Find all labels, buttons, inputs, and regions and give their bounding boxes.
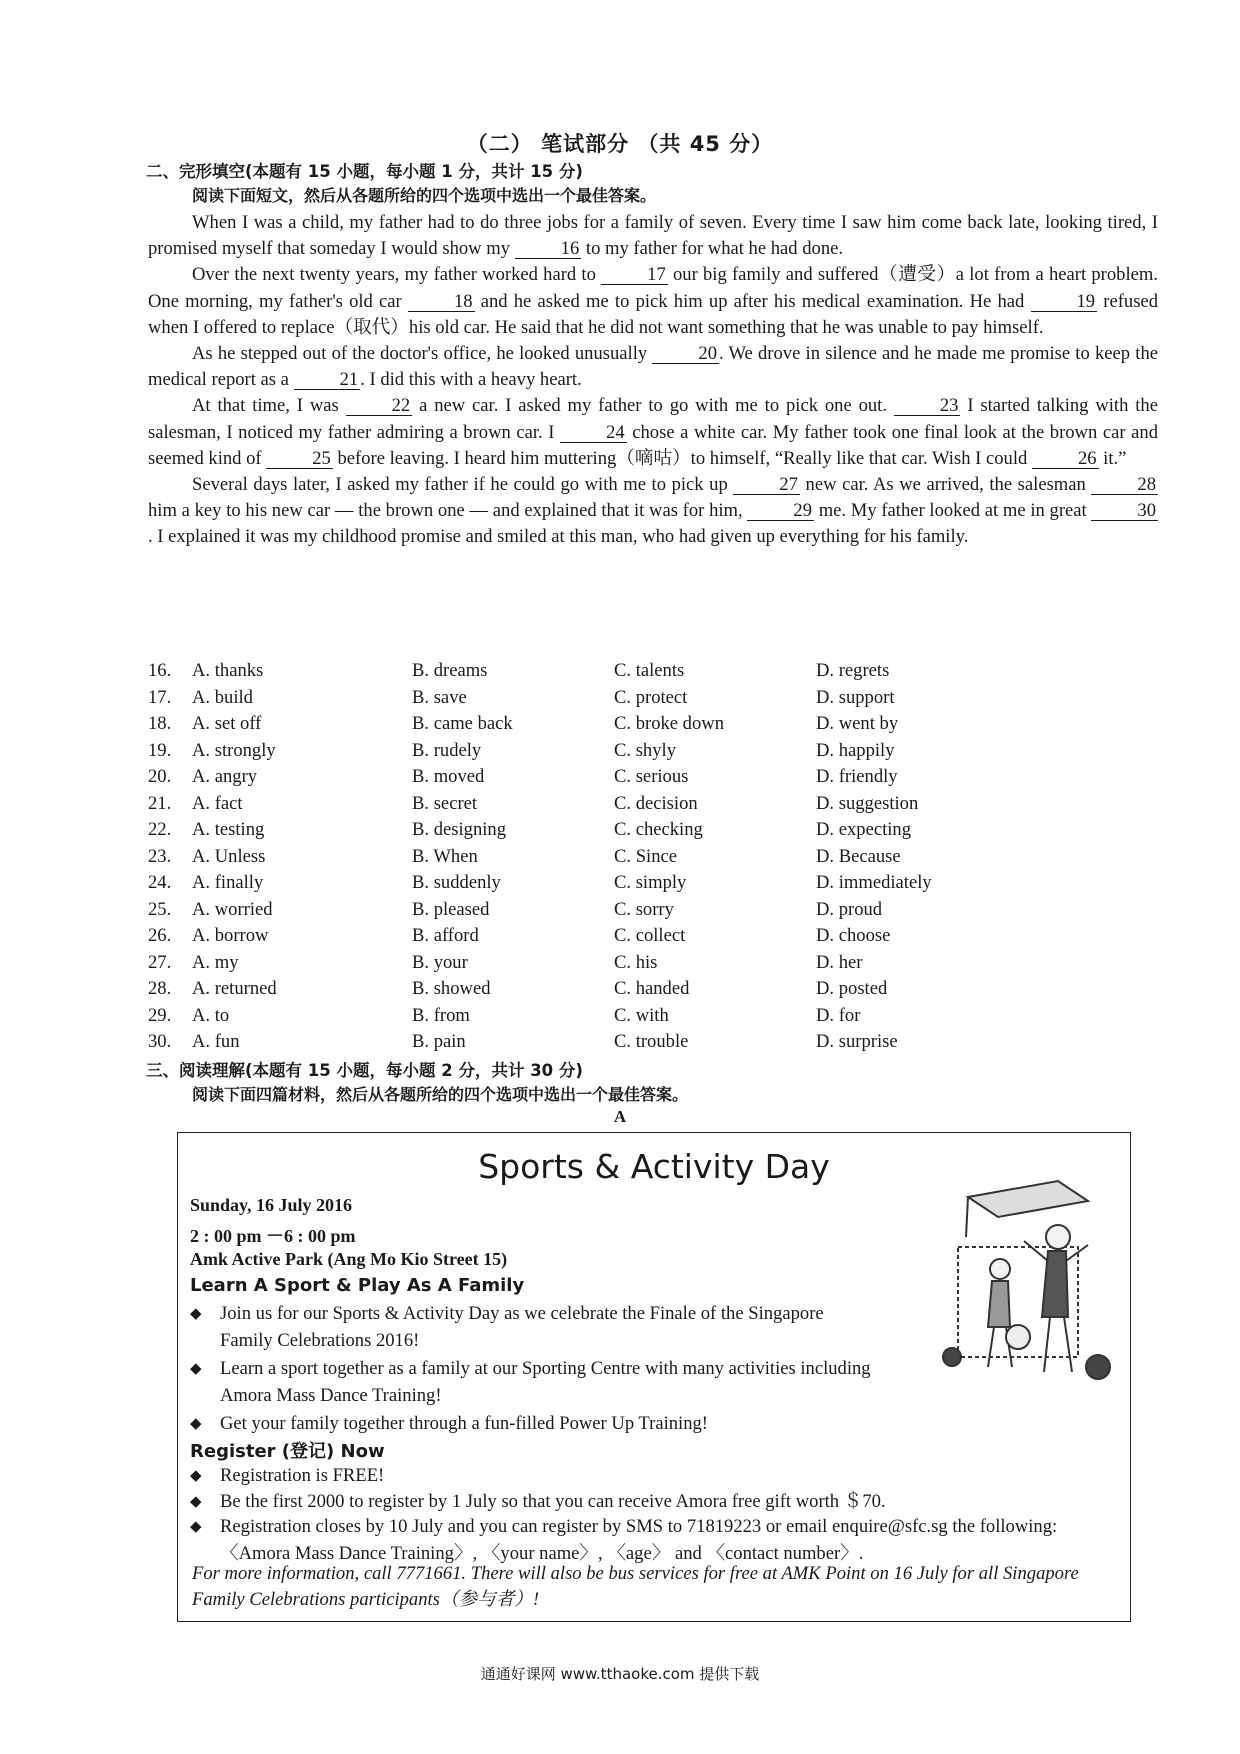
text: Over the next twenty years, my father worked hard to [192, 264, 602, 286]
option-b[interactable]: B. save [412, 686, 467, 708]
question-number: 27. [148, 951, 172, 973]
text: a new car. I asked my father to go with me to pick one out. [412, 395, 894, 417]
event-date: Sunday, 16 July 2016 [190, 1195, 353, 1215]
option-d[interactable]: D. happily [816, 739, 895, 761]
blank-26[interactable]: 26 [1032, 449, 1099, 469]
option-c[interactable]: C. decision [614, 792, 698, 814]
option-a[interactable]: A. Unless [192, 845, 266, 867]
blank-28[interactable]: 28 [1091, 475, 1158, 495]
option-a[interactable]: A. fun [192, 1031, 240, 1052]
option-c[interactable]: C. his [614, 951, 658, 973]
question-number: 29. [148, 1004, 172, 1026]
option-b[interactable]: B. rudely [412, 739, 482, 761]
option-c[interactable]: C. handed [614, 978, 690, 999]
blank-23[interactable]: 23 [894, 396, 961, 416]
option-c[interactable]: C. protect [614, 686, 688, 708]
paragraph-1 [148, 210, 1158, 262]
option-c[interactable]: C. serious [614, 766, 689, 787]
option-c[interactable]: C. broke down [614, 713, 725, 734]
option-a[interactable]: A. build [192, 686, 253, 708]
option-b[interactable]: B. your [412, 951, 468, 973]
section-letter: A [613, 1107, 627, 1126]
bullet-text: Learn a sport together as a family at our Sporting Centre with many activities including Amora Mass Dance Training! [220, 1358, 871, 1406]
option-a[interactable]: A. set off [192, 713, 262, 734]
option-b[interactable]: B. secret [412, 792, 478, 814]
blank-21[interactable]: 21 [294, 370, 361, 390]
ad-title: Sports & Activity Day [478, 1147, 830, 1186]
option-d[interactable]: D. support [816, 686, 895, 708]
question-number: 17. [148, 686, 172, 708]
diamond-bullet-icon: ◆ [190, 1416, 202, 1432]
option-d[interactable]: D. immediately [816, 872, 932, 893]
question-number: 23. [148, 845, 172, 867]
bullet-item [190, 1301, 880, 1354]
text: before leaving. I heard him muttering（嘀咕）to himself, “Really like that car. Wish I could [332, 447, 1032, 469]
option-d[interactable]: D. suggestion [816, 792, 919, 814]
option-row [148, 819, 1158, 846]
blank-25[interactable]: 25 [266, 449, 333, 469]
blank-19[interactable]: 19 [1031, 292, 1098, 312]
question-number: 21. [148, 792, 172, 814]
option-d[interactable]: D. regrets [816, 660, 890, 681]
option-row [148, 978, 1158, 1005]
cloze-heading: 二、完形填空(本题有 15 小题，每小题 1 分，共计 15 分) [146, 162, 583, 181]
option-c[interactable]: C. talents [614, 660, 685, 681]
question-number: 26. [148, 925, 172, 946]
question-number: 24. [148, 872, 172, 893]
blank-17[interactable]: 17 [601, 265, 668, 285]
blank-30[interactable]: 30 [1091, 501, 1158, 521]
text: refused when I offered to replace（取代）his old car. He said that he did not want something that he was unable to pay himself. [148, 290, 1159, 338]
answer-options [148, 660, 1158, 1058]
option-c[interactable]: C. Since [614, 845, 678, 867]
page-footer: 通通好课网 www.tthaoke.com 提供下载 [480, 1665, 760, 1683]
text: new car. As we arrived, the salesman [799, 474, 1092, 496]
option-b[interactable]: B. afford [412, 925, 479, 946]
option-c[interactable]: C. simply [614, 872, 687, 893]
option-row [148, 1031, 1158, 1058]
text: . We drove in silence and he made me promise to keep the medical report as a [148, 343, 1158, 391]
option-b[interactable]: B. dreams [412, 660, 488, 681]
option-a[interactable]: A. finally [192, 872, 264, 893]
bullet-item [190, 1411, 1090, 1438]
bullet-text: Registration is FREE! [220, 1465, 385, 1486]
option-a[interactable]: A. worried [192, 898, 273, 920]
bullet-item [190, 1489, 1090, 1516]
blank-16[interactable]: 16 [515, 239, 582, 259]
option-d[interactable]: D. surprise [816, 1031, 898, 1052]
option-c[interactable]: C. collect [614, 925, 686, 946]
blank-20[interactable]: 20 [652, 344, 719, 364]
option-row [148, 925, 1158, 952]
family-sports-illustration [938, 1177, 1118, 1387]
question-number: 22. [148, 819, 172, 840]
bullet-text: Join us for our Sports & Activity Day as we celebrate the Finale of the Singapore Family Celebrations 2016! [220, 1303, 824, 1351]
option-a[interactable]: A. testing [192, 819, 265, 840]
text: chose a white car. My father took one final look at the brown car and seemed kind of [148, 421, 1158, 469]
part-title: （二） 笔试部分 （共 45 分） [466, 132, 774, 156]
option-row [148, 687, 1158, 714]
diamond-bullet-icon: ◆ [190, 1468, 202, 1484]
text: As he stepped out of the doctor's office, he looked unusually [192, 343, 653, 365]
bullet-item [190, 1514, 1105, 1567]
option-row [148, 899, 1158, 926]
text: our big family and suffered（遭受）a lot from a heart problem. One morning, my father's old car [148, 264, 1158, 312]
option-d[interactable]: D. expecting [816, 819, 912, 840]
option-b[interactable]: B. showed [412, 978, 491, 999]
option-a[interactable]: A. fact [192, 792, 243, 814]
text: When I was a child, my father had to do three jobs for a family of seven. Every time I saw him come back late, looking tired, I promised myself that someday I would show my [148, 212, 1158, 260]
question-number: 16. [148, 660, 172, 681]
option-c[interactable]: C. sorry [614, 898, 674, 920]
diamond-bullet-icon: ◆ [190, 1306, 202, 1322]
event-time: 2 : 00 pm －6 : 00 pm [190, 1226, 356, 1246]
paragraph-5 [148, 472, 1158, 551]
option-b[interactable]: B. designing [412, 819, 507, 840]
paragraph-4 [148, 393, 1158, 472]
paragraph-2 [148, 262, 1158, 341]
text: me. My father looked at me in great [813, 500, 1092, 522]
option-d[interactable]: D. went by [816, 713, 899, 734]
option-b[interactable]: B. suddenly [412, 872, 501, 893]
question-number: 18. [148, 713, 172, 734]
text: I started talking with the salesman, I noticed my father admiring a brown car. I [148, 395, 1158, 443]
option-a[interactable]: A. to [192, 1004, 230, 1026]
option-row [148, 952, 1158, 979]
option-row [148, 846, 1158, 873]
option-a[interactable]: A. strongly [192, 739, 276, 761]
option-row [148, 740, 1158, 767]
blank-18[interactable]: 18 [408, 292, 475, 312]
option-a[interactable]: A. my [192, 951, 239, 973]
cloze-instruction: 阅读下面短文，然后从各题所给的四个选项中选出一个最佳答案。 [192, 186, 657, 205]
option-d[interactable]: D. for [816, 1004, 861, 1026]
text: At that time, I was [192, 395, 346, 417]
question-number: 19. [148, 739, 172, 761]
text: . I did this with a heavy heart. [360, 369, 582, 391]
text: . I explained it was my childhood promise and smiled at this man, who had given up everything for his family. [148, 526, 969, 548]
sports-day-ad [177, 1132, 1131, 1622]
reading-instruction: 阅读下面四篇材料，然后从各题所给的四个选项中选出一个最佳答案。 [192, 1085, 689, 1104]
option-d[interactable]: D. proud [816, 898, 883, 920]
option-d[interactable]: D. posted [816, 978, 888, 999]
diamond-bullet-icon: ◆ [190, 1494, 202, 1510]
ad-subheading-register: Register (登记) Now [190, 1441, 385, 1462]
option-row [148, 766, 1158, 793]
option-row [148, 1005, 1158, 1032]
option-b[interactable]: B. pleased [412, 898, 490, 920]
question-number: 20. [148, 766, 172, 787]
text: him a key to his new car — the brown one — and explained that it was for him, [148, 500, 748, 522]
diamond-bullet-icon: ◆ [190, 1519, 202, 1535]
option-d[interactable]: D. choose [816, 925, 891, 946]
reading-heading: 三、阅读理解(本题有 15 小题，每小题 2 分，共计 30 分) [146, 1061, 583, 1080]
option-c[interactable]: C. trouble [614, 1031, 689, 1052]
blank-24[interactable]: 24 [560, 423, 627, 443]
option-row [148, 713, 1158, 740]
text: it.” [1098, 447, 1127, 469]
option-d[interactable]: D. her [816, 951, 863, 973]
option-b[interactable]: B. When [412, 845, 478, 867]
option-row [148, 793, 1158, 820]
bullet-text: Registration closes by 10 July and you can register by SMS to 71819223 or email enquire@sfc.sg the following: 〈Amora Mass Dance Training〉, 〈your name〉, 〈age〉 and 〈contact number〉. [220, 1516, 1058, 1564]
ad-subheading-learn: Learn A Sport & Play As A Family [190, 1275, 525, 1296]
option-row [148, 872, 1158, 899]
option-c[interactable]: C. shyly [614, 739, 676, 761]
ad-footnote: For more information, call 7771661. There will also be bus services for free at AMK Point on 16 July for all Singapore Family Celebrations participants（参与者）! [192, 1563, 1079, 1610]
text: to my father for what he had done. [581, 238, 844, 260]
option-d[interactable]: D. Because [816, 845, 901, 867]
option-a[interactable]: A. returned [192, 978, 277, 999]
option-b[interactable]: B. from [412, 1004, 470, 1026]
bullet-text: Be the first 2000 to register by 1 July so that you can receive Amora free gift worth ＄70. [220, 1491, 886, 1512]
option-d[interactable]: D. friendly [816, 766, 898, 787]
question-number: 28. [148, 978, 172, 999]
question-number: 30. [148, 1031, 172, 1052]
blank-27[interactable]: 27 [733, 475, 800, 495]
diamond-bullet-icon: ◆ [190, 1361, 202, 1377]
event-venue: Amk Active Park (Ang Mo Kio Street 15) [190, 1249, 508, 1269]
bullet-item [190, 1463, 1090, 1490]
blank-22[interactable]: 22 [346, 396, 413, 416]
option-b[interactable]: B. pain [412, 1031, 466, 1052]
bullet-text: Get your family together through a fun-filled Power Up Training! [220, 1413, 708, 1434]
option-a[interactable]: A. borrow [192, 925, 269, 946]
question-number: 25. [148, 898, 172, 920]
bullet-item [190, 1356, 880, 1409]
option-c[interactable]: C. checking [614, 819, 703, 840]
option-b[interactable]: B. came back [412, 713, 513, 734]
text: and he asked me to pick him up after his medical examination. He had [474, 290, 1031, 312]
option-row [148, 660, 1158, 687]
option-a[interactable]: A. angry [192, 766, 258, 787]
option-b[interactable]: B. moved [412, 766, 485, 787]
paragraph-3 [148, 341, 1158, 393]
option-a[interactable]: A. thanks [192, 660, 264, 681]
cloze-passage [148, 210, 1158, 551]
option-c[interactable]: C. with [614, 1004, 669, 1026]
blank-29[interactable]: 29 [747, 501, 814, 521]
text: Several days later, I asked my father if he could go with me to pick up [192, 474, 734, 496]
